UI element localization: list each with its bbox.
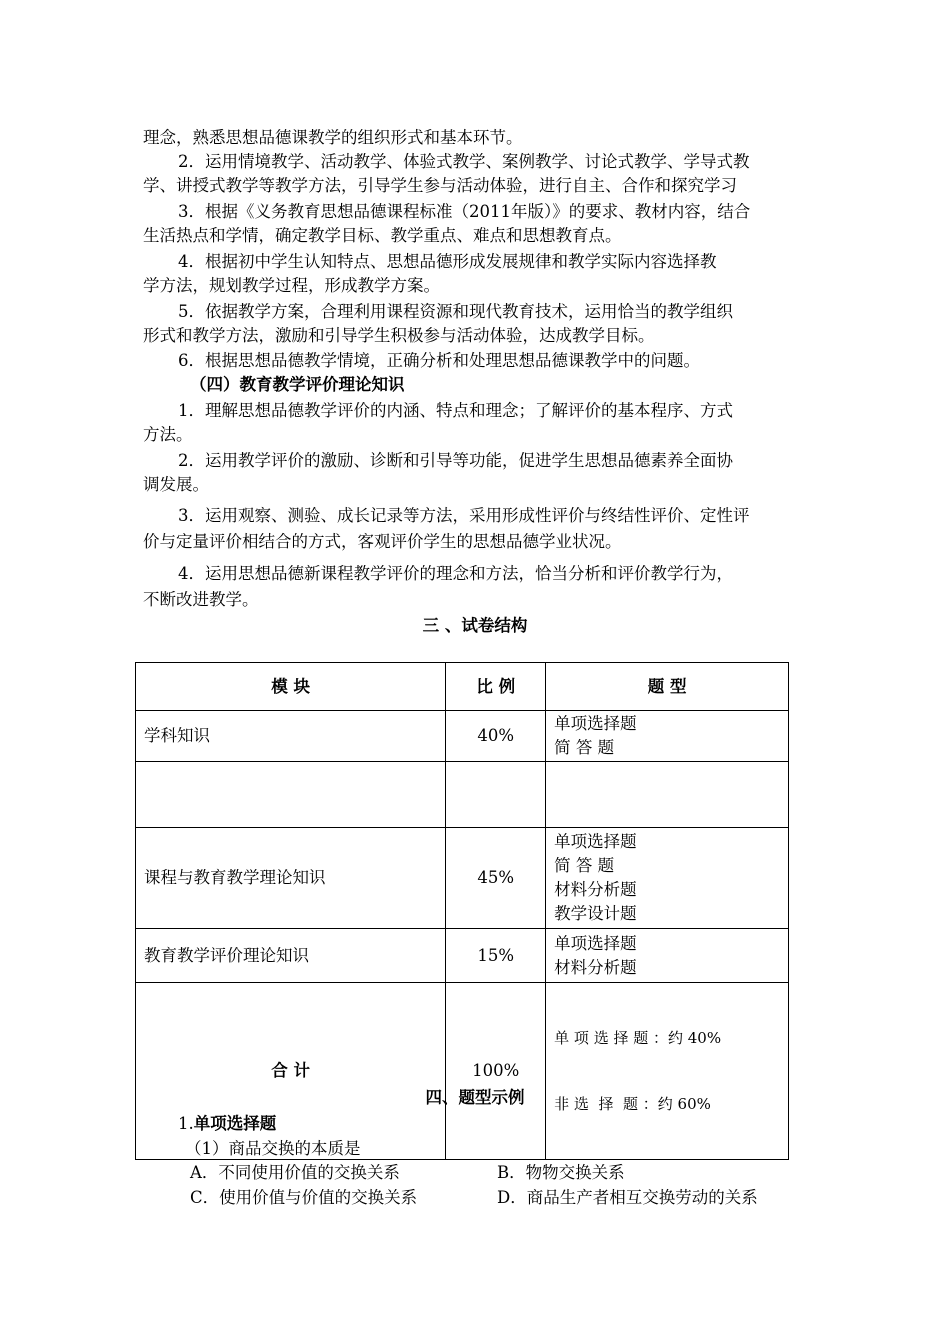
header-ratio: 比 例: [446, 663, 546, 711]
type-item: 单 项 选 择 题 ：约 40%: [554, 1029, 722, 1047]
paragraph-line: 1．理解思想品德教学评价的内涵、特点和理念；了解评价的基本程序、方式: [178, 401, 733, 420]
option-c: C．使用价值与价值的交换关系: [190, 1188, 418, 1207]
type-cell: [546, 711, 789, 762]
paragraph-line: 6．根据思想品德教学情境，正确分析和处理思想品德课教学中的问题。: [178, 351, 700, 370]
option-b: B．物物交换关系: [497, 1163, 625, 1182]
ratio-cell: [446, 762, 546, 828]
type-item: 非 选 择 题 ：约 60%: [554, 1095, 711, 1113]
type-item: 材料分析题: [554, 880, 637, 899]
paragraph-line: 5．依据教学方案，合理利用课程资源和现代教育技术，运用恰当的教学组织: [178, 302, 733, 321]
question-stem: （1）商品交换的本质是: [185, 1139, 361, 1158]
type-cell: [546, 929, 789, 983]
example-heading-number: 1.: [178, 1114, 194, 1133]
section-title: 三 、试卷结构: [422, 616, 528, 635]
paragraph-line: 4．运用思想品德新课程教学评价的理念和方法，恰当分析和评价教学行为，: [178, 564, 733, 583]
paragraph-line: 价与定量评价相结合的方式，客观评价学生的思想品德学业状况。: [143, 532, 622, 551]
paragraph-line: 2．运用情境教学、活动教学、体验式教学、案例教学、讨论式教学、学导式教: [178, 152, 750, 171]
table-row: [136, 929, 789, 983]
paragraph-line: 3．运用观察、测验、成长记录等方法，采用形成性评价与终结性评价、定性评: [178, 506, 750, 525]
ratio-cell: 40%: [446, 711, 546, 762]
total-ratio: 100%: [446, 983, 546, 1160]
type-cell: [546, 983, 789, 1160]
type-item: 教学设计题: [554, 904, 637, 923]
module-cell: 课程与教育教学理论知识: [136, 828, 446, 929]
type-item: 材料分析题: [554, 957, 637, 977]
paragraph-line: 理念，熟悉思想品德课教学的组织形式和基本环节。: [143, 128, 523, 147]
header-module: 模 块: [136, 663, 446, 711]
table-row: [136, 828, 789, 929]
total-label: 合 计: [136, 983, 446, 1160]
table-row: [136, 762, 789, 828]
paragraph-line: 调发展。: [143, 475, 209, 494]
type-item: 单项选择题: [554, 714, 637, 733]
ratio-cell: 45%: [446, 828, 546, 929]
module-cell: 学科知识: [136, 711, 446, 762]
paragraph-line: 学、讲授式教学等教学方法，引导学生参与活动体验，进行自主、合作和探究学习: [143, 176, 737, 195]
paragraph-line: 3．根据《义务教育思想品德课程标准（2011年版）》的要求、教材内容，结合: [178, 202, 751, 221]
type-item: 单项选择题: [554, 832, 637, 851]
paragraph-line: 不断改进教学。: [143, 590, 259, 609]
type-cell: [546, 762, 789, 828]
section-heading: （四）教育教学评价理论知识: [190, 375, 405, 394]
type-item: 单项选择题: [554, 933, 637, 953]
paragraph-line: 生活热点和学情，确定教学目标、教学重点、难点和思想教育点。: [143, 226, 622, 245]
type-item: 简 答 题: [554, 738, 615, 757]
paragraph-line: 2．运用教学评价的激励、诊断和引导等功能，促进学生思想品德素养全面协: [178, 451, 733, 470]
paragraph-line: 学方法，规划教学过程，形成教学方案。: [143, 276, 440, 295]
header-type: 题 型: [546, 663, 789, 711]
type-cell: [546, 828, 789, 929]
section-title: 四、题型示例: [425, 1088, 525, 1107]
option-a: A．不同使用价值的交换关系: [190, 1163, 400, 1182]
paragraph-line: 4．根据初中学生认知特点、思想品德形成发展规律和教学实际内容选择教: [178, 252, 717, 271]
option-d: D．商品生产者相互交换劳动的关系: [497, 1188, 758, 1207]
paragraph-line: 方法。: [143, 425, 193, 444]
module-cell: [136, 762, 446, 828]
paragraph-line: 形式和教学方法，激励和引导学生积极参与活动体验，达成教学目标。: [143, 326, 655, 345]
example-heading-text: 单项选择题: [193, 1114, 277, 1133]
table-header-row: [136, 663, 789, 711]
example-heading: [178, 1112, 276, 1136]
ratio-cell: 15%: [446, 929, 546, 983]
module-cell: 教育教学评价理论知识: [136, 929, 446, 983]
table-row: [136, 711, 789, 762]
type-item: 简 答 题: [554, 856, 615, 875]
